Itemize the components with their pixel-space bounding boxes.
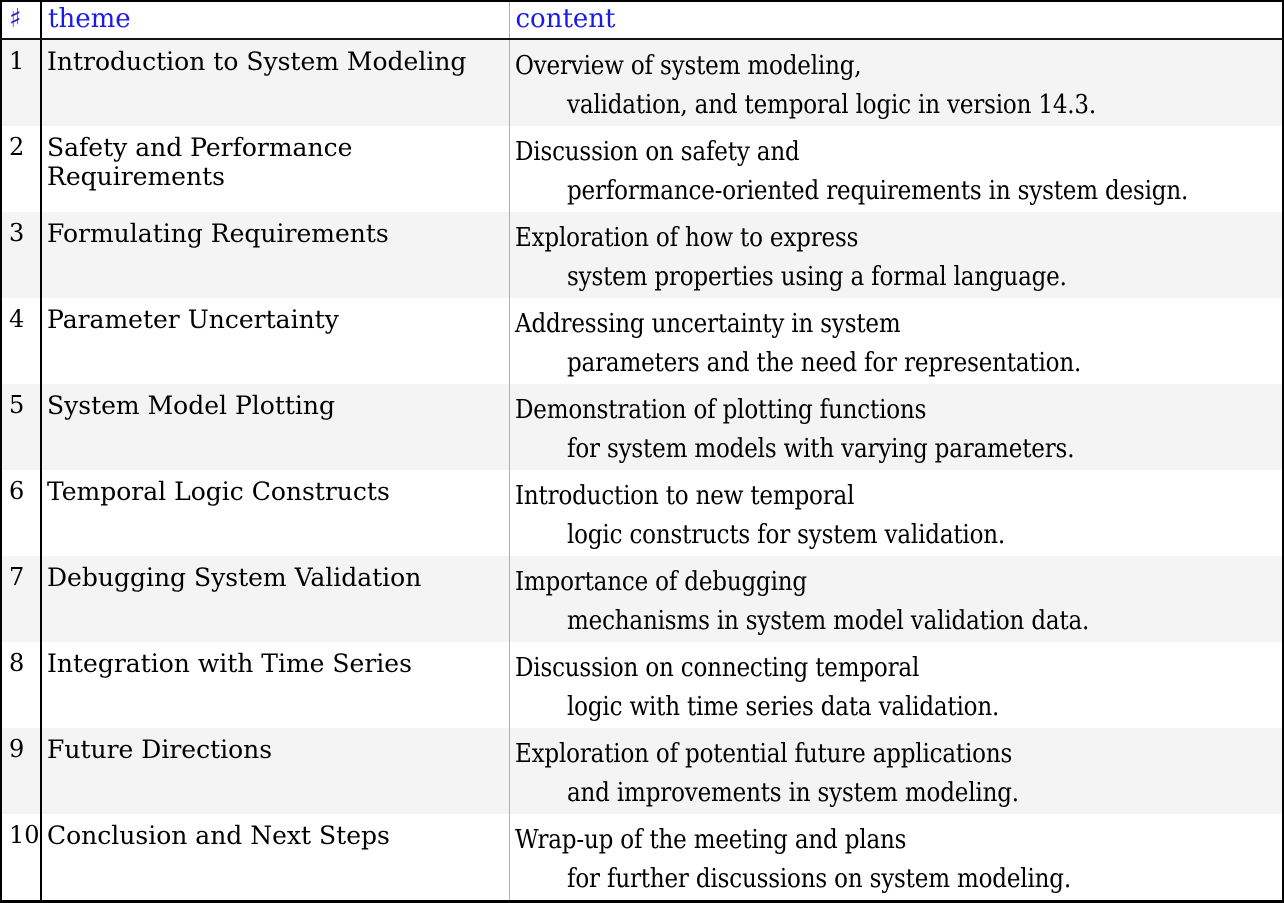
content-line-2-text: validation, and temporal logic in version 14.3. bbox=[566, 90, 1096, 120]
row-number-cell: 3 bbox=[1, 212, 41, 298]
table-row bbox=[1, 39, 1283, 126]
content-line-1 bbox=[515, 821, 1282, 860]
content-line-1-text: Importance of debugging bbox=[514, 567, 807, 597]
table-header bbox=[1, 1, 1283, 39]
table-row bbox=[1, 814, 1283, 902]
row-number-cell: 9 bbox=[1, 728, 41, 814]
table-body bbox=[1, 39, 1283, 902]
theme-cell: Parameter Uncertainty bbox=[41, 298, 509, 384]
table-row bbox=[1, 642, 1283, 728]
content-cell bbox=[509, 642, 1283, 728]
theme-cell: Integration with Time Series bbox=[41, 642, 509, 728]
row-number-cell: 5 bbox=[1, 384, 41, 470]
content-line-2-text: for further discussions on system modeling. bbox=[566, 864, 1071, 894]
content-line-1 bbox=[515, 563, 1282, 602]
content-line-2-text: performance-oriented requirements in system design. bbox=[566, 176, 1188, 206]
table-row bbox=[1, 212, 1283, 298]
content-line-2-text: for system models with varying parameters. bbox=[566, 434, 1074, 464]
content-line-1 bbox=[515, 735, 1282, 774]
content-line-1-text: Discussion on connecting temporal bbox=[514, 653, 919, 683]
content-line-2-text: logic with time series data validation. bbox=[566, 692, 999, 722]
table-row bbox=[1, 728, 1283, 814]
content-line-1-text: Exploration of potential future applications bbox=[514, 739, 1012, 769]
theme-cell: Conclusion and Next Steps bbox=[41, 814, 509, 902]
content-cell bbox=[509, 556, 1283, 642]
content-cell bbox=[509, 384, 1283, 470]
table-row bbox=[1, 298, 1283, 384]
row-number-cell: 7 bbox=[1, 556, 41, 642]
content-cell bbox=[509, 39, 1283, 126]
row-number-cell: 4 bbox=[1, 298, 41, 384]
theme-cell: Safety and Performance Requirements bbox=[41, 126, 509, 212]
content-cell bbox=[509, 728, 1283, 814]
content-cell bbox=[509, 212, 1283, 298]
row-number-cell: 8 bbox=[1, 642, 41, 728]
content-line-2 bbox=[515, 602, 1282, 641]
content-line-1-text: Wrap-up of the meeting and plans bbox=[514, 825, 906, 855]
content-line-1-text: Introduction to new temporal bbox=[514, 481, 854, 511]
content-line-1-text: Overview of system modeling, bbox=[514, 51, 861, 81]
content-line-2 bbox=[515, 258, 1282, 297]
theme-cell: Temporal Logic Constructs bbox=[41, 470, 509, 556]
content-cell bbox=[509, 814, 1283, 902]
content-line-1-text: Discussion on safety and bbox=[514, 137, 800, 167]
content-line-2-text: parameters and the need for representation. bbox=[566, 348, 1081, 378]
table-row bbox=[1, 126, 1283, 212]
row-number-cell: 10 bbox=[1, 814, 41, 902]
content-line-1 bbox=[515, 477, 1282, 516]
content-cell bbox=[509, 126, 1283, 212]
content-cell bbox=[509, 298, 1283, 384]
table-row bbox=[1, 384, 1283, 470]
content-line-1 bbox=[515, 133, 1282, 172]
content-line-2-text: logic constructs for system validation. bbox=[566, 520, 1005, 550]
content-line-1-text: Demonstration of plotting functions bbox=[514, 395, 926, 425]
content-line-1 bbox=[515, 47, 1282, 86]
content-line-1 bbox=[515, 649, 1282, 688]
content-line-2-text: mechanisms in system model validation data. bbox=[566, 606, 1089, 636]
content-line-1 bbox=[515, 219, 1282, 258]
theme-cell: Debugging System Validation bbox=[41, 556, 509, 642]
column-header-theme: theme bbox=[41, 1, 509, 39]
row-number-cell: 6 bbox=[1, 470, 41, 556]
content-line-2 bbox=[515, 774, 1282, 813]
theme-cell: System Model Plotting bbox=[41, 384, 509, 470]
content-cell bbox=[509, 470, 1283, 556]
content-line-1-text: Addressing uncertainty in system bbox=[514, 309, 901, 339]
row-number-cell: 1 bbox=[1, 39, 41, 126]
content-line-2 bbox=[515, 86, 1282, 125]
row-number-cell: 2 bbox=[1, 126, 41, 212]
header-row bbox=[1, 1, 1283, 39]
content-line-2 bbox=[515, 430, 1282, 469]
content-line-2 bbox=[515, 172, 1282, 211]
column-header-content: content bbox=[509, 1, 1283, 39]
content-line-2-text: and improvements in system modeling. bbox=[566, 778, 1019, 808]
table-row bbox=[1, 556, 1283, 642]
theme-cell: Future Directions bbox=[41, 728, 509, 814]
content-line-1 bbox=[515, 391, 1282, 430]
content-line-2 bbox=[515, 344, 1282, 383]
content-line-2 bbox=[515, 688, 1282, 727]
content-line-2-text: system properties using a formal language. bbox=[566, 262, 1067, 292]
content-line-2 bbox=[515, 860, 1282, 899]
content-line-2 bbox=[515, 516, 1282, 555]
theme-cell: Introduction to System Modeling bbox=[41, 39, 509, 126]
table-row bbox=[1, 470, 1283, 556]
content-line-1 bbox=[515, 305, 1282, 344]
theme-cell: Formulating Requirements bbox=[41, 212, 509, 298]
column-header-number: ♯ bbox=[1, 1, 41, 39]
content-line-1-text: Exploration of how to express bbox=[514, 223, 858, 253]
